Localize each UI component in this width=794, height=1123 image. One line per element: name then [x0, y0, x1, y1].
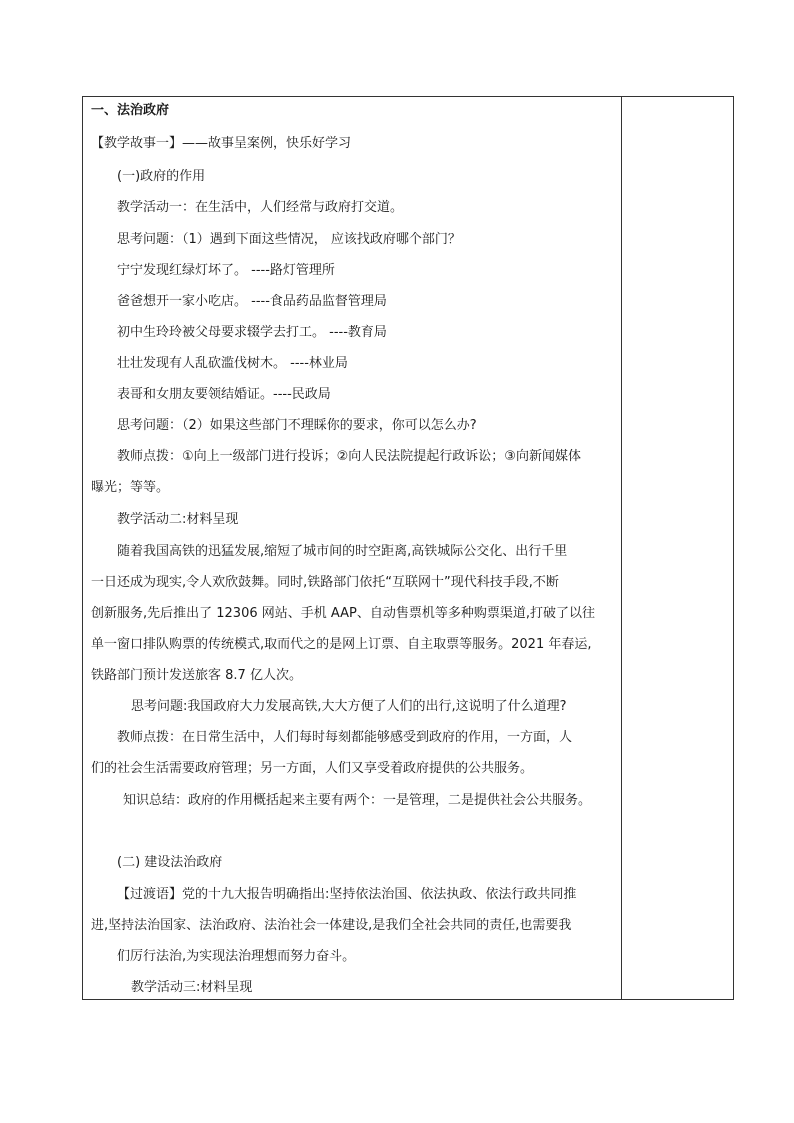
text-line: 随着我国高铁的迅猛发展,缩短了城市间的时空距离,高铁城际公交化、出行千里: [117, 544, 568, 559]
text-line: 进,坚持法治国家、法治政府、法治社会一体建设,是我们全社会共同的责任,也需要我: [91, 918, 572, 933]
text-line: 教师点拨：①向上一级部门进行投诉；②向人民法院提起行政诉讼；③向新闻媒体: [117, 449, 581, 464]
text-line: 思考问题:我国政府大力发展高铁,大大方便了人们的出行,这说明了什么道理?: [131, 699, 567, 714]
lesson-content-cell: [83, 97, 621, 999]
text-line: 教学活动三:材料呈现: [131, 980, 253, 995]
lesson-table: [82, 96, 734, 1000]
text-line: 壮壮发现有人乱砍滥伐树木。 ----林业局: [117, 356, 348, 371]
subsection-heading: (二) 建设法治政府: [117, 855, 223, 870]
text-line: 单一窗口排队购票的传统模式,取而代之的是网上订票、自主取票等服务。2021 年春运,: [91, 637, 592, 652]
text-line: 们厉行法治,为实现法治理想而努力奋斗。: [117, 949, 356, 964]
text-line: 一日还成为现实,令人欢欣鼓舞。同时,铁路部门依托“互联网十”现代科技手段,不断: [91, 575, 559, 590]
notes-cell: [622, 97, 733, 999]
subsection-heading: (一)政府的作用: [117, 169, 206, 184]
text-line: 教师点拨：在日常生活中，人们每时每刻都能够感受到政府的作用，一方面，人: [117, 730, 573, 745]
text-line: 表哥和女朋友要领结婚证。----民政局: [117, 387, 331, 402]
text-line: 【过渡语】党的十九大报告明确指出:坚持依法治国、依法执政、依法行政共同推: [117, 887, 577, 902]
text-line: 初中生玲玲被父母要求辍学去打工。 ----教育局: [117, 325, 387, 340]
text-line: 曝光；等等。: [91, 480, 170, 495]
text-line: 们的社会生活需要政府管理；另一方面，人们又享受着政府提供的公共服务。: [91, 761, 534, 776]
text-line: 知识总结：政府的作用概括起来主要有两个：一是管理，二是提供社会公共服务。: [123, 793, 592, 808]
text-line: 爸爸想开一家小吃店。 ----食品药品监督管理局: [117, 294, 387, 309]
text-line: 宁宁发现红绿灯坏了。 ----路灯管理所: [117, 263, 335, 278]
section-heading: 一、法治政府: [91, 103, 170, 118]
story-heading: 【教学故事一】——故事呈案例，快乐好学习: [91, 136, 352, 151]
text-line: 教学活动二:材料呈现: [117, 512, 239, 527]
text-line: 思考问题：（2）如果这些部门不理睬你的要求，你可以怎么办?: [117, 418, 477, 433]
text-line: 铁路部门预计发送旅客 8.7 亿人次。: [91, 668, 302, 683]
text-line: 思考问题：（1）遇到下面这些情况， 应该找政府哪个部门？: [117, 232, 461, 247]
text-line: 教学活动一：在生活中，人们经常与政府打交道。: [117, 200, 404, 215]
text-line: 创新服务,先后推出了 12306 网站、手机 AAP、自动售票机等多种购票渠道,打破了以往: [91, 606, 596, 621]
